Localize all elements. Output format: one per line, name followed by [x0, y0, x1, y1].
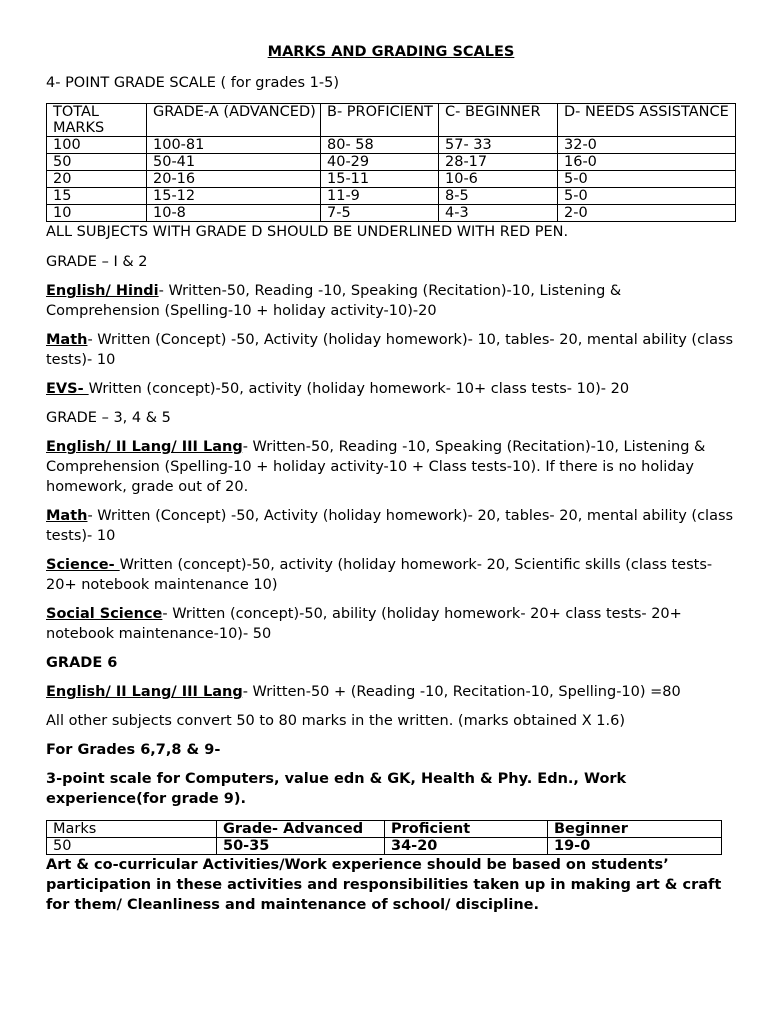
subject-label: Math — [46, 508, 88, 524]
subject-label: English/ Hindi — [46, 283, 159, 299]
table-cell: 34-20 — [385, 838, 548, 855]
table-cell: 28-17 — [439, 154, 558, 171]
table-cell: 15 — [47, 188, 147, 205]
table-cell: 7-5 — [321, 205, 439, 222]
subject-description: - Written-50, Reading -10, Speaking (Recitation)-10, Listening & Comprehension (Spelling-10 + holiday activity-10)-20 — [46, 283, 622, 319]
table-row — [47, 205, 736, 222]
subject-description: - Written (Concept) -50, Activity (holiday homework)- 20, tables- 20, mental ability (class tests)- 10 — [46, 508, 734, 544]
grade-table-header-row — [47, 104, 736, 137]
grade-3-5-math-paragraph — [46, 506, 736, 546]
table-cell: 80- 58 — [321, 137, 439, 154]
art-activities-note: Art & co-curricular Activities/Work experience should be based on students’ participation in these activities and responsibilities taken up in making art & craft for them/ Cleanliness and maintenance of school/ discipline. — [46, 857, 722, 913]
subject-label: Social Science — [46, 606, 163, 622]
table-cell: 10 — [47, 205, 147, 222]
scale-table-header-cell: Marks — [47, 821, 217, 838]
table-cell: 100 — [47, 137, 147, 154]
subject-label: English/ II Lang/ III Lang — [46, 439, 243, 455]
table-cell: 8-5 — [439, 188, 558, 205]
table-cell: 50 — [47, 154, 147, 171]
subject-description: - Written (Concept) -50, Activity (holiday homework)- 10, tables- 20, mental ability (class tests)- 10 — [46, 332, 734, 368]
grade-3-4-5-heading: GRADE – 3, 4 & 5 — [46, 410, 171, 426]
scale-table-header-cell: Grade- Advanced — [217, 821, 385, 838]
document-page — [46, 42, 736, 924]
table-cell: 40-29 — [321, 154, 439, 171]
grade-1-2-english-paragraph — [46, 281, 736, 321]
table-cell: 20 — [47, 171, 147, 188]
grade-table-header-cell: TOTAL MARKS — [47, 104, 147, 137]
table-cell: 15-11 — [321, 171, 439, 188]
table-row — [47, 171, 736, 188]
three-point-scale-table — [46, 820, 722, 855]
table-cell: 20-16 — [147, 171, 321, 188]
table-cell: 11-9 — [321, 188, 439, 205]
grade-1-2-math-paragraph — [46, 330, 736, 370]
grade-3-5-social-science-paragraph — [46, 604, 736, 644]
scale-table-header-cell: Proficient — [385, 821, 548, 838]
table-row — [47, 838, 722, 855]
table-cell: 19-0 — [548, 838, 722, 855]
three-point-scale-heading: 3-point scale for Computers, value edn & GK, Health & Phy. Edn., Work experience(for grade 9). — [46, 771, 627, 807]
grades-6-9-heading: For Grades 6,7,8 & 9- — [46, 742, 221, 758]
table-cell: 10-8 — [147, 205, 321, 222]
grade-6-english-paragraph — [46, 682, 736, 702]
scale-table-header-row — [47, 821, 722, 838]
subject-label: English/ II Lang/ III Lang — [46, 684, 243, 700]
four-point-scale-heading: 4- POINT GRADE SCALE ( for grades 1-5) — [46, 75, 339, 91]
grade-table-header-cell: GRADE-A (ADVANCED) — [147, 104, 321, 137]
table-cell: 5-0 — [558, 171, 736, 188]
table-cell: 10-6 — [439, 171, 558, 188]
grade-1-2-evs-paragraph — [46, 379, 736, 399]
grade-6-other-subjects-note: All other subjects convert 50 to 80 marks in the written. (marks obtained X 1.6) — [46, 713, 625, 729]
subject-description: - Written (concept)-50, ability (holiday homework- 20+ class tests- 20+ notebook maintenance-10)- 50 — [46, 606, 682, 642]
table-cell: 16-0 — [558, 154, 736, 171]
table-cell: 5-0 — [558, 188, 736, 205]
table-cell: 4-3 — [439, 205, 558, 222]
table-row — [47, 137, 736, 154]
table-cell: 50-35 — [217, 838, 385, 855]
grade-table-header-cell: D- NEEDS ASSISTANCE — [558, 104, 736, 137]
grade-1-2-heading: GRADE – I & 2 — [46, 254, 148, 270]
grade-table-header-cell: C- BEGINNER — [439, 104, 558, 137]
subject-label: Science- — [46, 557, 120, 573]
subject-label: EVS- — [46, 381, 89, 397]
grade-3-5-science-paragraph — [46, 555, 736, 595]
table-row — [47, 154, 736, 171]
subject-description: Written (concept)-50, activity (holiday homework- 20, Scientific skills (class tests- 20+ notebook maintenance 10) — [46, 557, 713, 593]
table-cell: 2-0 — [558, 205, 736, 222]
document-title: MARKS AND GRADING SCALES — [267, 44, 515, 60]
table-cell: 57- 33 — [439, 137, 558, 154]
subject-description: Written (concept)-50, activity (holiday homework- 10+ class tests- 10)- 20 — [88, 381, 630, 397]
four-point-grade-table — [46, 103, 736, 222]
subject-label: Math — [46, 332, 88, 348]
table-cell: 32-0 — [558, 137, 736, 154]
subject-description: - Written-50, Reading -10, Speaking (Recitation)-10, Listening & Comprehension (Spelling-10 + holiday activity-10 + Class tests-10). If there is no holiday homework, grade out of 20. — [46, 439, 706, 495]
table-row — [47, 188, 736, 205]
red-pen-note: ALL SUBJECTS WITH GRADE D SHOULD BE UNDERLINED WITH RED PEN. — [46, 224, 569, 240]
grade-table-header-cell: B- PROFICIENT — [321, 104, 439, 137]
table-cell: 50 — [47, 838, 217, 855]
scale-table-header-cell: Beginner — [548, 821, 722, 838]
table-cell: 15-12 — [147, 188, 321, 205]
subject-description: - Written-50 + (Reading -10, Recitation-10, Spelling-10) =80 — [242, 684, 681, 700]
table-cell: 50-41 — [147, 154, 321, 171]
table-cell: 100-81 — [147, 137, 321, 154]
grade-3-5-english-paragraph — [46, 437, 736, 497]
grade-6-heading: GRADE 6 — [46, 655, 118, 671]
